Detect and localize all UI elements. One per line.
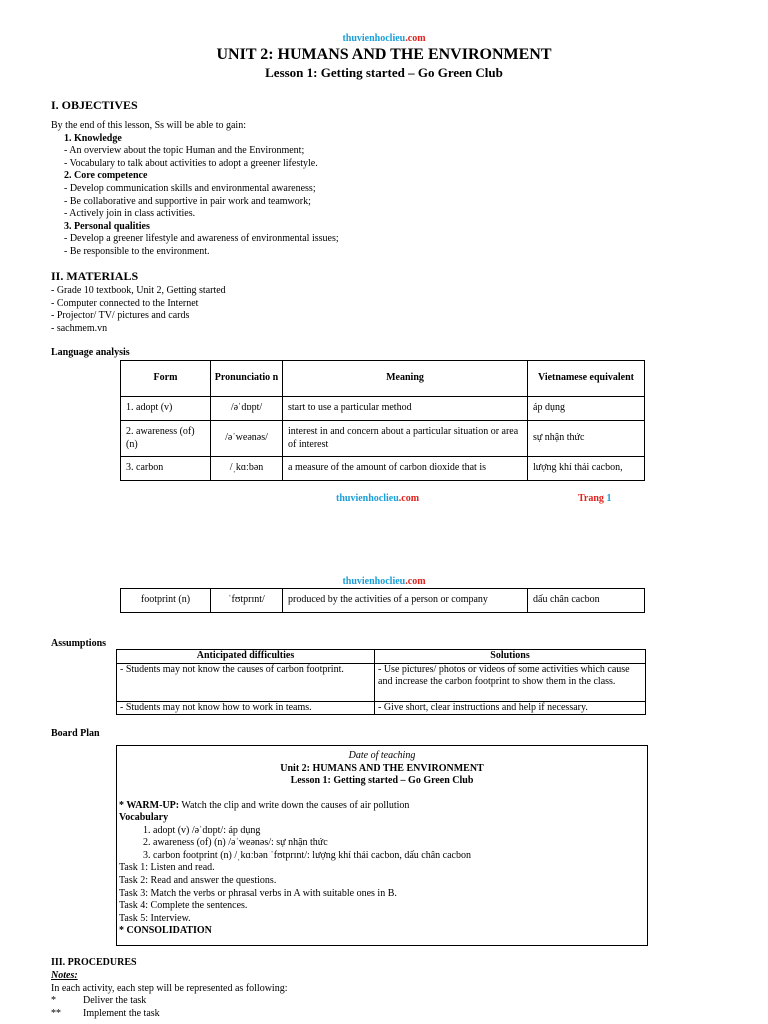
board-date: Date of teaching (348, 750, 416, 761)
board-task: Task 2: Read and answer the questions. (119, 875, 277, 887)
site-header-link-page2[interactable]: thuvienhoclieu.com (342, 576, 426, 587)
objectives-body (51, 120, 651, 259)
table-row (121, 421, 645, 457)
cell: ˈfʊtprɪnt/ (211, 589, 283, 613)
cell: 2. awareness (of) (n) (121, 421, 211, 457)
assumptions-table (116, 649, 646, 715)
board-warmup: * WARM-UP: Watch the clip and write down the causes of air pollution (119, 799, 410, 811)
materials-heading: II. MATERIALS (51, 269, 139, 283)
page-title: UNIT 2: HUMANS AND THE ENVIRONMENT (216, 46, 552, 63)
table-row (121, 397, 645, 421)
table-row (121, 457, 645, 481)
objectives-intro: By the end of this lesson, Ss will be able to gain: (51, 120, 246, 131)
cell: sự nhận thức (528, 421, 645, 457)
cell: a measure of the amount of carbon dioxide that is (283, 457, 528, 481)
cell: start to use a particular method (283, 397, 528, 421)
board-subtitle: Lesson 1: Getting started – Go Green Club (290, 775, 474, 786)
col-meaning: Meaning (283, 361, 528, 397)
personal-item: - Be responsible to the environment. (64, 245, 210, 257)
board-vocab-item: 2. awareness (of) (n) /əˈweənəs/: sự nhận thức (143, 837, 328, 849)
cell: áp dụng (528, 397, 645, 421)
procedure-step: * Deliver the task (51, 995, 147, 1007)
table-header-row (117, 650, 646, 664)
objectives-heading: I. OBJECTIVES (51, 98, 138, 112)
board-vocab-heading: Vocabulary (119, 812, 169, 824)
board-plan-heading: Board Plan (51, 728, 100, 739)
board-task: Task 1: Listen and read. (119, 862, 215, 874)
core-item: - Be collaborative and supportive in pair work and teamwork; (64, 195, 311, 207)
language-analysis-table (120, 360, 645, 481)
cell: - Students may not know the causes of carbon footprint. (117, 663, 375, 701)
knowledge-heading: 1. Knowledge (64, 132, 122, 144)
board-task: Task 3: Match the verbs or phrasal verbs in A with suitable ones in B. (119, 887, 397, 899)
board-consolidation: * CONSOLIDATION (119, 925, 212, 937)
cell: lượng khí thải cacbon, (528, 457, 645, 481)
procedures-heading: III. PROCEDURES (51, 957, 137, 968)
board-vocab-item: 1. adopt (v) /əˈdɒpt/: áp dụng (143, 824, 261, 836)
col-pronunciation: Pronunciatio n (211, 361, 283, 397)
cell: interest in and concern about a particular situation or area of interest (283, 421, 528, 457)
cell: - Give short, clear instructions and help if necessary. (375, 701, 646, 715)
cell: 1. adopt (v) (121, 397, 211, 421)
col-solutions: Solutions (375, 650, 646, 664)
board-plan-box (116, 745, 648, 946)
personal-heading: 3. Personal qualities (64, 220, 150, 232)
cell: dấu chân cacbon (528, 589, 645, 613)
board-task: Task 5: Interview. (119, 912, 191, 924)
materials-item: - sachmem.vn (51, 322, 108, 334)
materials-item: - Projector/ TV/ pictures and cards (51, 310, 190, 322)
materials-list (51, 285, 651, 335)
col-form: Form (121, 361, 211, 397)
table-row (121, 589, 645, 613)
procedure-step: ** Implement the task (51, 1007, 160, 1019)
core-item: - Actively join in class activities. (64, 208, 196, 220)
core-heading: 2. Core competence (64, 170, 148, 182)
materials-item: - Grade 10 textbook, Unit 2, Getting started (51, 285, 226, 296)
cell: /ˌkɑːbən (211, 457, 283, 481)
table-row (117, 663, 646, 701)
core-item: - Develop communication skills and environmental awareness; (64, 182, 316, 194)
cell: /əˈdɒpt/ (211, 397, 283, 421)
cell: 3. carbon (121, 457, 211, 481)
knowledge-item: - An overview about the topic Human and the Environment; (64, 145, 305, 157)
site-footer-link[interactable]: thuvienhoclieu.com (336, 493, 420, 504)
language-analysis-table-continued (120, 588, 645, 613)
procedures-body (51, 970, 651, 1020)
cell: - Use pictures/ photos or videos of some activities which cause and increase the carbon footprint to show them in the class. (375, 663, 646, 701)
page-number: Trang 1 (578, 493, 612, 504)
board-title: Unit 2: HUMANS AND THE ENVIRONMENT (280, 762, 484, 774)
cell: - Students may not know how to work in teams. (117, 701, 375, 715)
language-analysis-heading: Language analysis (51, 347, 130, 358)
cell: /əˈweənəs/ (211, 421, 283, 457)
assumptions-heading: Assumptions (51, 638, 107, 649)
materials-item: - Computer connected to the Internet (51, 297, 199, 309)
col-vietnamese: Vietnamese equivalent (528, 361, 645, 397)
procedures-intro: In each activity, each step will be represented as following: (51, 982, 288, 994)
knowledge-item: - Vocabulary to talk about activities to adopt a greener lifestyle. (64, 157, 318, 169)
table-row (117, 701, 646, 715)
personal-item: - Develop a greener lifestyle and awareness of environmental issues; (64, 233, 339, 245)
board-vocab-item: 3. carbon footprint (n) /ˌkɑːbən ˈfʊtprɪnt/: lượng khí thải cacbon, dấu chân cacbon (143, 849, 471, 861)
site-header-link[interactable]: thuvienhoclieu.com (342, 33, 426, 44)
board-task: Task 4: Complete the sentences. (119, 900, 248, 912)
col-difficulties: Anticipated difficulties (117, 650, 375, 664)
procedures-notes: Notes: (51, 970, 78, 981)
table-header-row (121, 361, 645, 397)
cell: footprint (n) (121, 589, 211, 613)
cell: produced by the activities of a person or company (283, 589, 528, 613)
page-subtitle: Lesson 1: Getting started – Go Green Club (265, 65, 503, 80)
